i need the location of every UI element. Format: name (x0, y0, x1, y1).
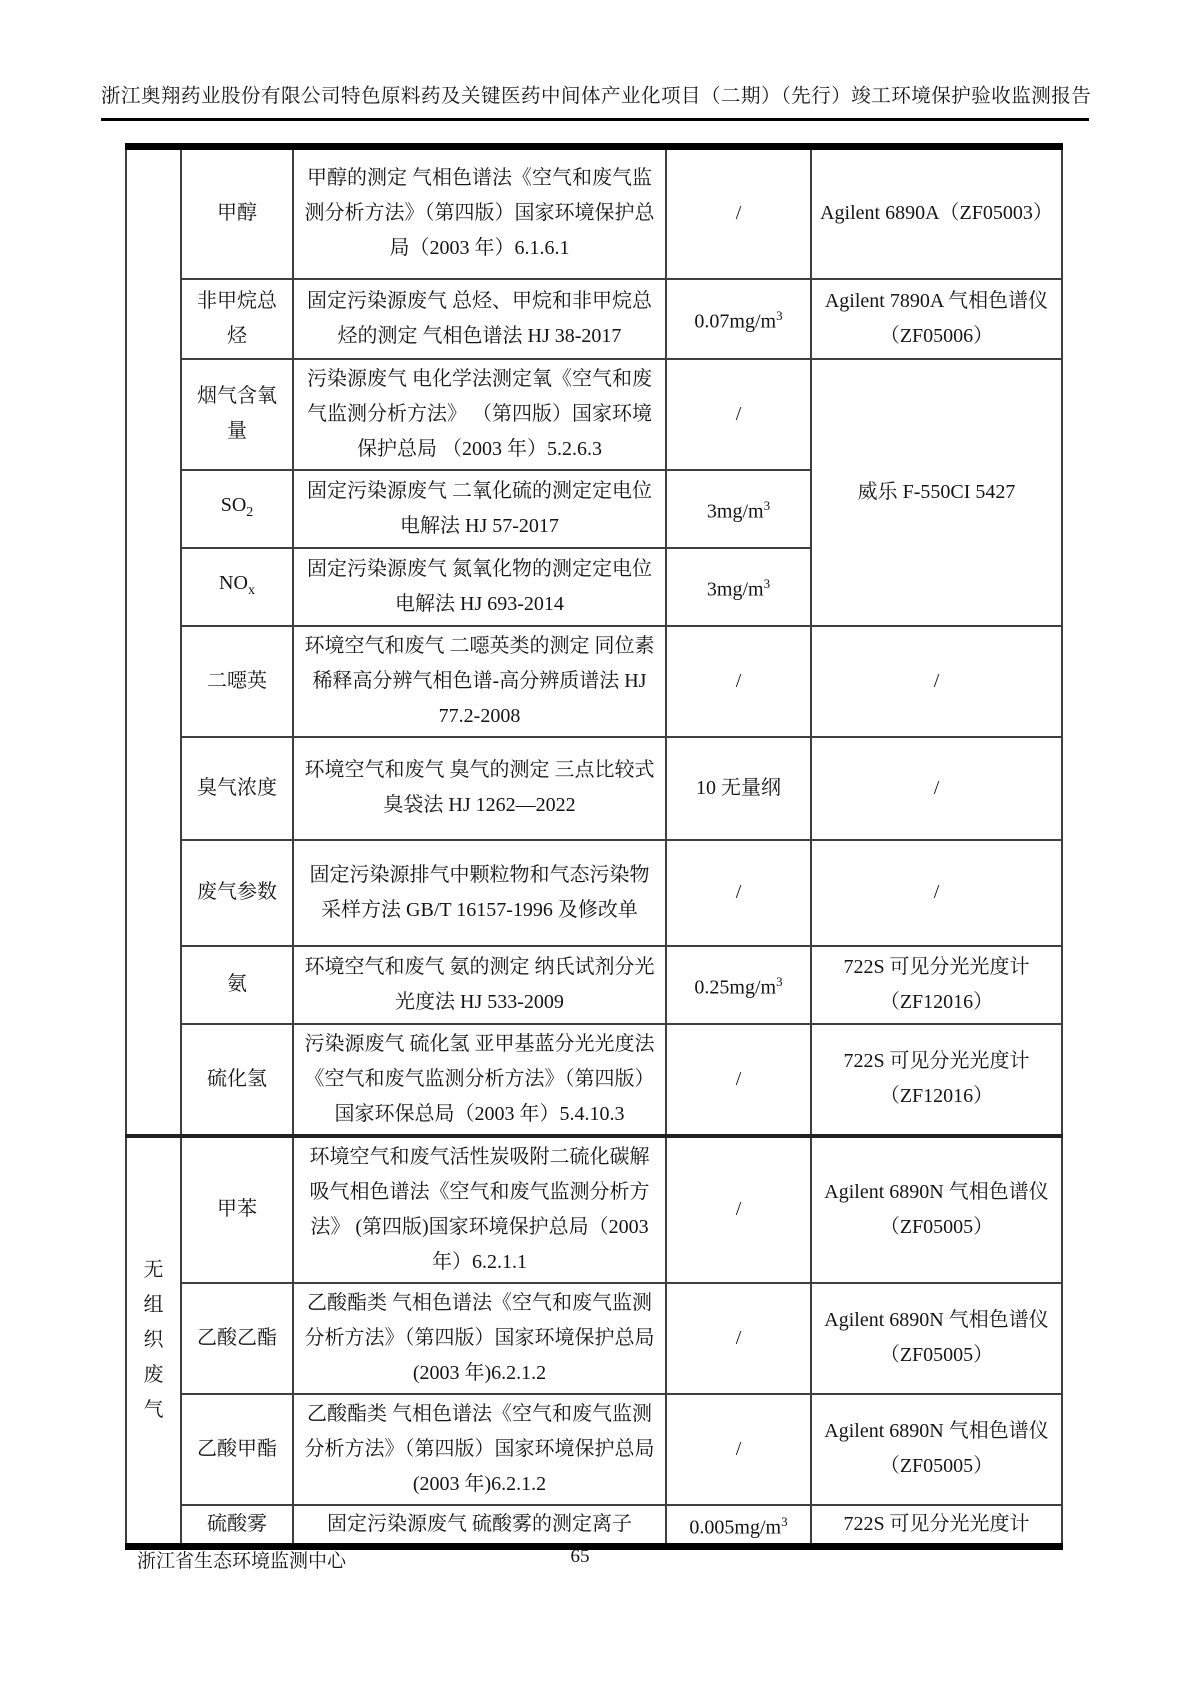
instrument-cell (811, 1505, 1062, 1547)
item-cell (181, 470, 293, 548)
table-row (126, 1394, 1062, 1505)
item-label: 非甲烷总烃 (197, 289, 277, 347)
method-cell (293, 737, 666, 840)
method-text: 乙酸酯类 气相色谱法《空气和废气监测分析方法》（第四版）国家环境保护总局 (2003 年)6.2.1.2 (304, 1402, 655, 1495)
method-cell (293, 1136, 666, 1283)
instrument-cell (811, 737, 1062, 840)
item-label: 乙酸甲酯 (197, 1437, 277, 1460)
table-row (126, 1283, 1062, 1394)
limit-superscript: 3 (763, 497, 771, 513)
limit-cell (666, 1394, 811, 1505)
instrument-text: Agilent 6890N 气相色谱仪（ZF05005） (824, 1420, 1049, 1477)
method-cell (293, 147, 666, 279)
method-cell (293, 626, 666, 737)
instrument-cell (811, 840, 1062, 946)
instrument-text: Agilent 6890A（ZF05003） (820, 202, 1053, 225)
item-cell (181, 626, 293, 737)
method-cell (293, 1024, 666, 1136)
method-cell (293, 548, 666, 626)
instrument-text: Agilent 6890N 气相色谱仪（ZF05005） (824, 1309, 1049, 1366)
table-row (126, 737, 1062, 840)
item-label: SO (220, 493, 247, 516)
item-label: 硫酸雾 (207, 1513, 267, 1536)
page-footer (0, 1546, 1190, 1576)
table-row (126, 359, 1062, 470)
item-subscript: 2 (246, 504, 254, 520)
method-text: 固定污染源排气中颗粒物和气态污染物采样方法 GB/T 16157-1996 及修改单 (309, 863, 650, 921)
limit-cell (666, 147, 811, 279)
limit-cell (666, 548, 811, 626)
limit-value: / (735, 881, 742, 903)
table-row (126, 946, 1062, 1024)
item-cell (181, 1394, 293, 1505)
limit-cell (666, 279, 811, 359)
method-text: 环境空气和废气活性炭吸附二硫化碳解吸气相色谱法《空气和废气监测分析方法》 (第四版)国家环境保护总局（2003 年）6.2.1.1 (309, 1145, 650, 1273)
instrument-text: 722S 可见分光光度计（ZF12016） (843, 955, 1030, 1013)
limit-cell (666, 359, 811, 470)
table-row (126, 840, 1062, 946)
item-label: 乙酸乙酯 (197, 1326, 277, 1349)
limit-cell (666, 1136, 811, 1283)
instrument-cell-merged (811, 359, 1062, 626)
item-label: NO (219, 571, 248, 594)
method-text: 固定污染源废气 总烃、甲烷和非甲烷总烃的测定 气相色谱法 HJ 38-2017 (307, 289, 652, 347)
limit-value: / (735, 202, 742, 225)
limit-superscript: 3 (763, 575, 771, 591)
instrument-cell (811, 626, 1062, 737)
limit-value: / (735, 1437, 742, 1460)
limit-value: 10 无量纲 (696, 776, 781, 799)
instrument-cell (811, 1024, 1062, 1136)
method-text: 固定污染源废气 氮氧化物的测定定电位电解法 HJ 693-2014 (307, 557, 652, 615)
instrument-cell (811, 1283, 1062, 1394)
item-cell (181, 1505, 293, 1547)
method-text: 污染源废气 电化学法测定氧《空气和废气监测分析方法》 （第四版）国家环境保护总局 （2003 年）5.2.6.3 (307, 367, 652, 460)
item-cell (181, 147, 293, 279)
limit-value: / (735, 1067, 742, 1090)
page-header-title: 浙江奥翔药业股份有限公司特色原料药及关键医药中间体产业化项目（二期）（先行）竣工环境保护验收监测报告 (101, 86, 1092, 107)
limit-value: 0.25mg/m (694, 976, 777, 999)
item-cell (181, 946, 293, 1024)
section-label-vertical: 无组织废气 (143, 1258, 164, 1421)
item-cell (181, 737, 293, 840)
limit-superscript: 3 (776, 973, 783, 989)
method-cell (293, 359, 666, 470)
method-cell (293, 1283, 666, 1394)
item-cell (181, 359, 293, 470)
table-row (126, 279, 1062, 359)
method-text: 环境空气和废气 氨的测定 纳氏试剂分光光度法 HJ 533-2009 (304, 955, 655, 1013)
instrument-text: / (933, 881, 940, 903)
method-text: 环境空气和废气 臭气的测定 三点比较式臭袋法 HJ 1262—2022 (304, 759, 655, 816)
page-header (101, 80, 1092, 121)
section-cell-continued (126, 147, 181, 1136)
footer-page-number: 65 (570, 1546, 590, 1567)
limit-value: / (735, 1198, 742, 1220)
limit-cell (666, 946, 811, 1024)
monitoring-method-table (125, 143, 1063, 1550)
instrument-text: Agilent 7890A 气相色谱仪（ZF05006） (824, 289, 1049, 347)
item-cell (181, 1136, 293, 1283)
limit-value: 3mg/m (706, 500, 764, 523)
table-row (126, 626, 1062, 737)
limit-cell (666, 1283, 811, 1394)
method-text: 污染源废气 硫化氢 亚甲基蓝分光光度法《空气和废气监测分析方法》（第四版）国家环保总局（2003 年）5.4.10.3 (304, 1032, 655, 1125)
limit-cell (666, 737, 811, 840)
item-label: 甲醇 (217, 202, 257, 225)
item-cell (181, 279, 293, 359)
limit-value: 0.07mg/m (694, 310, 777, 333)
instrument-cell (811, 1136, 1062, 1283)
method-text: 乙酸酯类 气相色谱法《空气和废气监测分析方法》（第四版）国家环境保护总局(2003 年)6.2.1.2 (304, 1291, 655, 1384)
limit-superscript: 3 (776, 307, 783, 323)
instrument-text: Agilent 6890N 气相色谱仪（ZF05005） (824, 1180, 1049, 1238)
instrument-cell (811, 279, 1062, 359)
item-label: 甲苯 (217, 1198, 257, 1220)
limit-cell (666, 626, 811, 737)
item-label: 二噁英 (207, 669, 267, 692)
item-cell (181, 1283, 293, 1394)
method-text: 固定污染源废气 二氧化硫的测定定电位电解法 HJ 57-2017 (307, 479, 652, 537)
footer-organization: 浙江省生态环境监测中心 (137, 1551, 347, 1572)
method-cell (293, 279, 666, 359)
instrument-cell (811, 147, 1062, 279)
limit-value: / (735, 1326, 742, 1349)
limit-cell (666, 840, 811, 946)
instrument-text: / (933, 669, 940, 692)
method-cell (293, 1394, 666, 1505)
item-subscript: x (247, 582, 255, 598)
limit-superscript: 3 (781, 1513, 788, 1529)
method-cell (293, 840, 666, 946)
method-text: 固定污染源废气 硫酸雾的测定离子 (327, 1513, 632, 1536)
table-row (126, 147, 1062, 279)
instrument-text: 722S 可见分光光度计（ZF12016） (843, 1050, 1030, 1107)
instrument-text: 722S 可见分光光度计 (843, 1513, 1030, 1536)
limit-cell (666, 1024, 811, 1136)
method-cell (293, 1505, 666, 1547)
instrument-text: / (933, 776, 940, 799)
item-cell (181, 1024, 293, 1136)
item-label: 硫化氢 (207, 1067, 267, 1090)
table-row-cut (126, 1505, 1062, 1547)
limit-value: 0.005mg/m (689, 1516, 782, 1539)
item-cell (181, 548, 293, 626)
instrument-text: 威乐 F-550CI 5427 (857, 480, 1016, 503)
method-cell (293, 946, 666, 1024)
item-label: 烟气含氧量 (197, 385, 277, 442)
table-row (126, 1024, 1062, 1136)
limit-cell (666, 1505, 811, 1547)
instrument-cell (811, 1394, 1062, 1505)
method-cell (293, 470, 666, 548)
table-row (126, 1136, 1062, 1283)
method-text: 甲醇的测定 气相色谱法《空气和废气监测分析方法》（第四版）国家环境保护总局（2003 年）6.1.6.1 (304, 167, 655, 260)
item-label: 氨 (227, 973, 247, 995)
item-label: 废气参数 (197, 881, 277, 903)
instrument-cell (811, 946, 1062, 1024)
section-cell-fugitive-gas (126, 1136, 181, 1547)
limit-value: 3mg/m (706, 578, 764, 601)
method-text: 环境空气和废气 二噁英类的测定 同位素稀释高分辨气相色谱-高分辨质谱法 HJ 77.2-2008 (304, 634, 655, 727)
limit-value: / (735, 669, 742, 692)
limit-cell (666, 470, 811, 548)
item-cell (181, 840, 293, 946)
item-label: 臭气浓度 (197, 776, 277, 799)
limit-value: / (735, 402, 742, 425)
